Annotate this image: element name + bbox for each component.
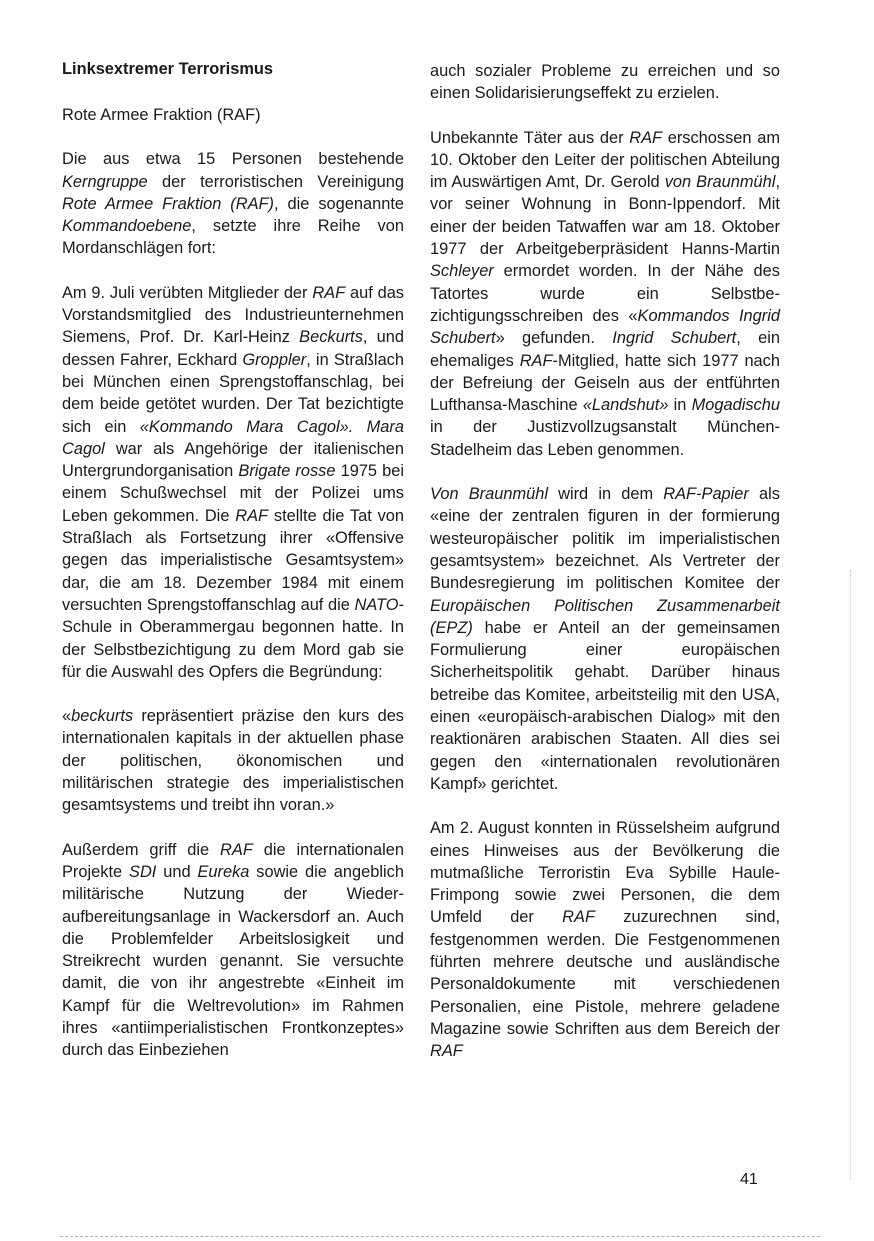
paragraph-projects: Außerdem griff die RAF die internationalen Projekte SDI und Eureka sowie die angeblich militärische Nutzung der Wiederaufbereitungsanlage in Wackersdorf an. Auch die Problemfelder Arbeitslosigkeit und Streikrecht wurden genannt. Sie versuchte damit, die von ihr angestrebte «Einheit im Kampf für die Weltrevolution» im Rahmen ihres «antiimperialistischen Frontkonzeptes» durch das Einbeziehen [62,840,404,1060]
section-subtitle: Rote Armee Fraktion (RAF) [62,106,261,124]
section-heading: Linksextremer Terrorismus [62,60,274,78]
scan-artifact-line [60,1236,820,1237]
page-number: 41 [740,1171,758,1188]
paragraph-braunmuehl-murder: Unbekannte Täter aus der RAF erschossen am 10. Oktober den Leiter der politischen Abteilung im Auswärtigen Amt, Dr. Gerold von Braunmühl, vor seiner Wohnung in Bonn-Ippendorf. Mit einer der beiden Tatwaffen war am 18. Oktober 1977 der Arbeitgeberpräsident Hanns-Martin Schleyer ermordet worden. In der Nähe des Tatortes wurde ein Selbstbezichtigungsschreiben des «Kommandos Ingrid Schubert» gefunden. Ingrid Schubert, ein ehemaliges RAF-Mitglied, hatte sich 1977 nach der Befreiung der Geiseln aus der entführten Lufthansa-Maschine «Landshut» in Mogadischu in der Justizvollzugsanstalt München-Stadelheim das Leben genommen. [430,128,780,459]
paragraph-continuation: auch sozialer Probleme zu erreichen und so einen Solidarisierungseffekt zu erzielen. [430,62,780,103]
paragraph-kerngruppe: Die aus etwa 15 Personen bestehende Kerngruppe der terroristischen Vereinigung Rote Armee Fraktion (RAF), die sogenannte Kommandoebene, setzte ihre Reihe von Mordanschlägen fort: [62,150,404,258]
left-column [62,58,404,1084]
block-quote: «beckurts repräsentiert präzise den kurs des internationalen kapitals in der aktuellen phase der politischen, ökonomischen und militärischen strategie des imperialistischen gesamtsystems und treibt ihn voran.» [62,707,404,815]
paragraph-beckurts-attack: Am 9. Juli verübten Mitglieder der RAF auf das Vorstandsmitglied des Industrieunternehmen Siemens, Prof. Dr. Karl-Heinz Beckurts, und dessen Fahrer, Eckhard Groppler, in Straßlach bei München einen Sprengstoffanschlag, bei dem beide getötet wurden. Der Tat bezichtigte sich ein «Kommando Mara Cagol». Mara Cagol war als Angehörige der italienischen Untergrundorganisation Brigate rosse 1975 bei einem Schußwechsel mit der Polizei ums Leben gekommen. Die RAF stellte die Tat von Straßlach als Fortsetzung ihrer «Offensive gegen das imperialistische Gesamtsystem» dar, die am 18. Dezember 1984 mit einem versuchten Sprengstoffanschlag auf die NATO-Schule in Oberammergau begonnen hatte. In der Selbstbezichtigung zu dem Mord gab sie für die Auswahl des Opfers die Begründung: [62,283,405,681]
paragraph-arrests: Am 2. August konnten in Rüsselsheim aufgrund eines Hinweises aus der Bevölkerung die mutmaßliche Terroristin Eva Sybille Haule-Frimpong sowie zwei Personen, die dem Umfeld der RAF zuzurechnen sind, festgenommen werden. Die Festgenommenen führten mehrere deutsche und ausländische Personaldokumente mit verschiedenen Personalien, eine Pistole, mehrere geladene Magazine sowie Schriften aus dem Bereich der RAF [430,819,780,1061]
right-column [430,60,780,1084]
scan-edge-dots [850,570,851,1180]
paragraph-raf-paper: Von Braunmühl wird in dem RAF-Papier als «eine der zentralen figuren in der formierung westeuropäischer politik im imperialistischen gesamtsystem» bezeichnet. Als Vertreter der Bundesregierung im politischen Komitee der Europäischen Politischen Zusammenarbeit (EPZ) habe er Anteil an der gemeinsamen Formulierung einer europäischen Sicherheitspolitik gehabt. Darüber hinaus betreibe das Komitee, arbeitsteilig mit den USA, einen «europäisch-arabischen Dialog» mit den reaktionären arabischen Staaten. All dies sei gegen den «internationalen revolutionären Kampf» gerichtet. [430,485,780,793]
